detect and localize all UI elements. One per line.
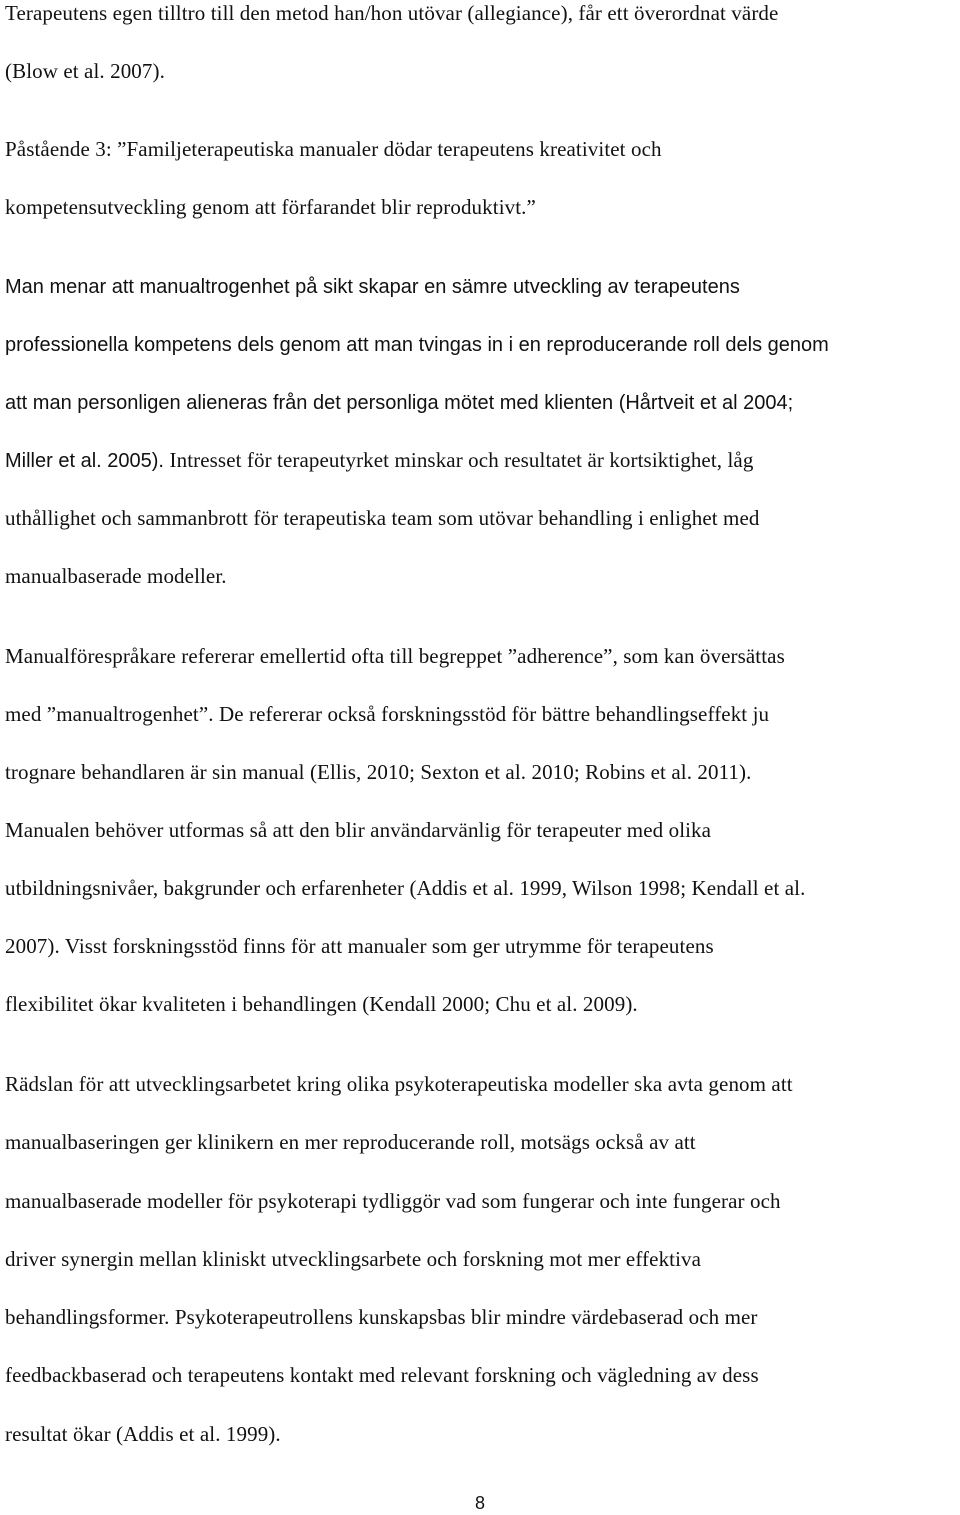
text-run: att man personligen alieneras från det personliga mötet med klienten (Hårtveit et al 2004; (5, 392, 794, 414)
text-line-11 (5, 643, 785, 669)
text-run: manualbaserade modeller. (5, 564, 227, 588)
text-run: manualbaserade modeller för psykoterapi tydliggör vad som fungerar och inte fungerar och (5, 1189, 781, 1213)
text-run: manualbaseringen ger klinikern en mer reproducerande roll, motsägs också av att (5, 1130, 696, 1154)
page-number: 8 (474, 1493, 485, 1513)
text-run: Miller et al. 2005). (5, 450, 170, 472)
text-line-24 (5, 1421, 281, 1447)
text-line-16 (5, 933, 714, 959)
text-line-12 (5, 701, 769, 727)
text-line-4 (5, 194, 536, 220)
text-run: feedbackbaserad och terapeutens kontakt med relevant forskning och vägledning av dess (5, 1363, 759, 1387)
text-line-15 (5, 875, 805, 901)
text-run: behandlingsformer. Psykoterapeutrollens kunskapsbas blir mindre värdebaserad och mer (5, 1305, 758, 1329)
text-line-13 (5, 759, 751, 785)
text-run: professionella kompetens dels genom att man tvingas in i en reproducerande roll dels genom (5, 334, 829, 356)
text-run: Terapeutens egen tilltro till den metod han/hon utövar (allegiance), får ett överordnat värde (5, 1, 779, 25)
text-line-17 (5, 991, 638, 1017)
text-line-9 (5, 505, 759, 531)
text-run: resultat ökar (Addis et al. 1999). (5, 1422, 281, 1446)
text-run: (Blow et al. 2007). (5, 59, 165, 83)
text-run: Rädslan för att utvecklingsarbetet kring olika psykoterapeutiska modeller ska avta genom att (5, 1072, 793, 1096)
text-line-1 (5, 0, 778, 26)
text-run: Manualförespråkare refererar emellertid ofta till begreppet ”adherence”, som kan översättas (5, 644, 785, 668)
text-run: Man menar att manualtrogenhet på sikt skapar en sämre utveckling av terapeutens (5, 276, 740, 298)
text-line-6 (5, 331, 829, 358)
text-run: uthållighet och sammanbrott för terapeutiska team som utövar behandling i enlighet med (5, 506, 760, 530)
text-run: Manualen behöver utformas så att den blir användarvänlig för terapeuter med olika (5, 818, 712, 842)
text-line-14 (5, 817, 711, 843)
text-line-3 (5, 136, 662, 162)
text-line-19 (5, 1129, 696, 1155)
text-run: driver synergin mellan kliniskt utvecklingsarbete och forskning mot mer effektiva (5, 1247, 702, 1271)
text-run: med ”manualtrogenhet”. De refererar också forskningsstöd för bättre behandlingseffekt ju (5, 702, 770, 726)
text-run: kompetensutveckling genom att förfarandet blir reproduktivt.” (5, 195, 536, 219)
text-line-5 (5, 273, 740, 300)
text-line-20 (5, 1188, 781, 1214)
text-run: flexibilitet ökar kvaliteten i behandlingen (Kendall 2000; Chu et al. 2009). (5, 992, 638, 1016)
text-run: trognare behandlaren är sin manual (Ellis, 2010; Sexton et al. 2010; Robins et al. 2011). (5, 760, 752, 784)
text-line-18 (5, 1071, 793, 1097)
text-line-8 (5, 447, 753, 474)
text-line-10 (5, 563, 227, 589)
text-run: 2007). Visst forskningsstöd finns för att manualer som ger utrymme för terapeutens (5, 934, 714, 958)
text-line-2 (5, 58, 165, 84)
text-run: utbildningsnivåer, bakgrunder och erfarenheter (Addis et al. 1999, Wilson 1998; Kendall et al. (5, 876, 806, 900)
text-line-7 (5, 389, 793, 416)
text-run: Intresset för terapeutyrket minskar och resultatet är kortsiktighet, låg (169, 448, 754, 472)
text-line-21 (5, 1246, 701, 1272)
text-line-22 (5, 1304, 758, 1330)
text-run: Påstående 3: ”Familjeterapeutiska manualer dödar terapeutens kreativitet och (5, 137, 662, 161)
text-line-23 (5, 1362, 759, 1388)
